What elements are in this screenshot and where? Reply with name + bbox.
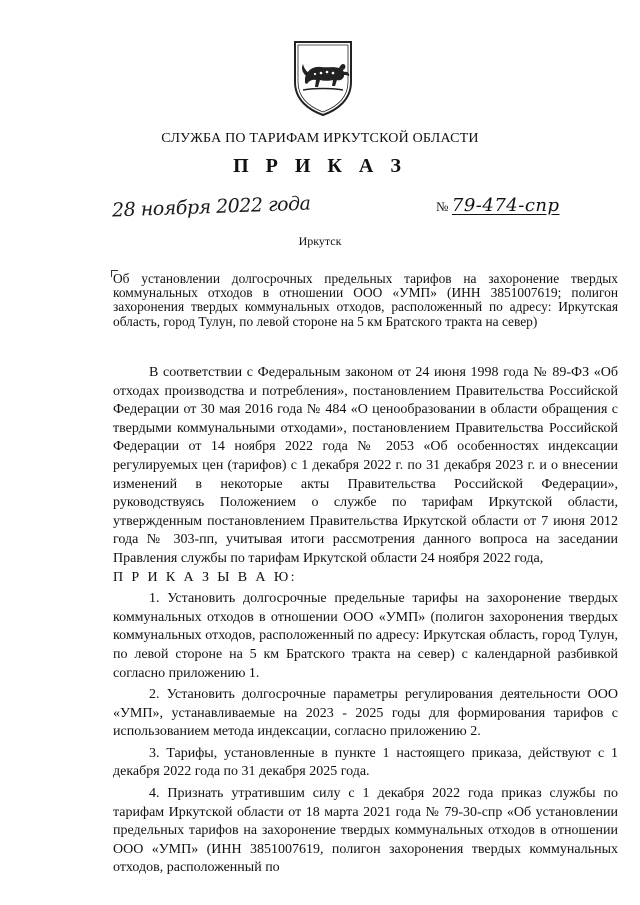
- document-title: П Р И К А З: [233, 155, 407, 177]
- coat-of-arms-icon: [291, 38, 355, 118]
- order-word: П Р И К А З Ы В А Ю:: [113, 569, 297, 585]
- organization-name: СЛУЖБА ПО ТАРИФАМ ИРКУТСКОЙ ОБЛАСТИ: [161, 131, 479, 146]
- order-subject: Об установлении долгосрочных предельных тарифов на захоронение твердых коммунальных отходов в отношении ООО «УМП» (ИНН 3851007619; полигон захоронения твердых коммунальных отходов, расположенный по адресу: Иркутская область, город Тулун, по левой стороне на 5 км Братского тракта на север): [113, 271, 618, 329]
- handwritten-order-number: 79-474-спр: [451, 195, 560, 216]
- city-name: Иркутск: [298, 234, 342, 248]
- order-item-2: 2. Установить долгосрочные параметры регулирования деятельности ООО «УМП», устанавливаемые на 2023 - 2025 годы для формирования тарифов с использованием метода индексации, согласно приложению 2.: [113, 687, 618, 740]
- order-item-1: 1. Установить долгосрочные предельные тарифы на захоронение твердых коммунальных отходов в отношении ООО «УМП» (полигон захоронения твердых коммунальных отходов, расположенный по адресу: Иркутская область, город Тулун, по левой стороне на 5 км Братского тракта на север) с календарной разбивкой согласно приложению 1.: [113, 591, 618, 681]
- order-item-3: 3. Тарифы, установленные в пункте 1 настоящего приказа, действуют с 1 декабря 2022 года по 31 декабря 2025 года.: [113, 745, 618, 780]
- number-sign: №: [436, 199, 449, 214]
- handwritten-date: 28 ноября 2022 года: [111, 192, 311, 222]
- order-item-4: 4. Признать утратившим силу с 1 декабря 2022 года приказ службы по тарифам Иркутской области от 18 марта 2021 года № 79-30-спр «Об установлении предельных тарифов на захоронение твердых коммунальных отходов в отношении ООО «УМП» (ИНН 3851007619, полигон захоронения твердых коммунальных отходов, расположенный по: [113, 786, 618, 876]
- preamble-paragraph: В соответствии с Федеральным законом от 24 июня 1998 года № 89-ФЗ «Об отходах производства и потребления», постановлением Правительства Российской Федерации от 30 мая 2016 года № 484 «О ценообразовании в области обращения с твердыми коммунальными отходами», постановлением Правительства Российской Федерации от 14 ноября 2022 года № 2053 «Об особенностях индексации регулируемых цен (тарифов) с 1 декабря 2022 г. по 31 декабря 2023 г. и о внесении изменений в некоторые акты Правительства Российской Федерации», руководствуясь Положением о службе по тарифам Иркутской области, утвержденным постановлением Правительства Иркутской области от 7 июня 2012 года № 303-пп, учитывая итоги рассмотрения данного вопроса на заседании Правления службы по тарифам Иркутской области 24 ноября 2022 года,: [113, 365, 618, 566]
- order-body: [113, 364, 618, 878]
- order-number: [436, 195, 560, 216]
